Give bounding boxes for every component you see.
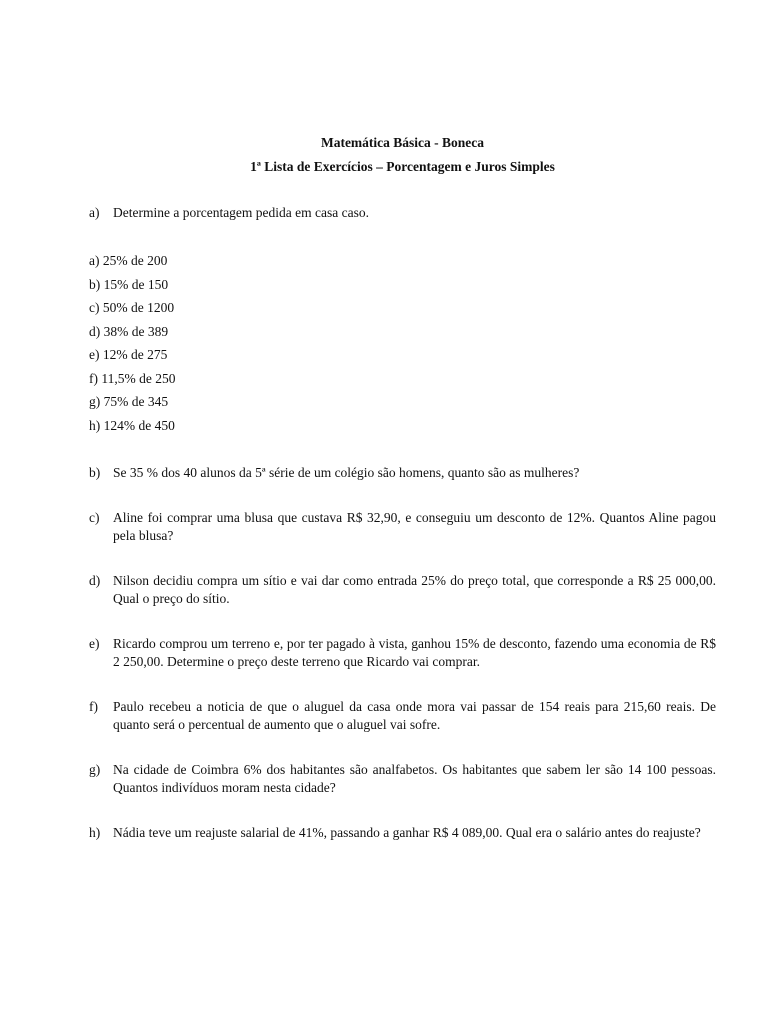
question-text: Nilson decidiu compra um sítio e vai dar como entrada 25% do preço total, que corresponde a R$ 25 000,00. Qual o preço do sítio. — [113, 573, 716, 606]
list-item: h) 124% de 450 — [89, 417, 175, 433]
list-item: e) 12% de 275 — [89, 347, 168, 362]
list-item: c) 50% de 1200 — [89, 300, 175, 315]
question-d — [89, 572, 716, 608]
list-item: f) 11,5% de 250 — [89, 370, 176, 386]
question-f — [89, 698, 716, 734]
list-item: d) 38% de 389 — [89, 323, 169, 339]
question-label: f) — [89, 699, 98, 714]
question-text: Aline foi comprar uma blusa que custava R$ 32,90, e conseguiu um desconto de 12%. Quantos Aline pagou pela blusa? — [113, 510, 716, 543]
question-g — [89, 761, 716, 797]
question-text: Nádia teve um reajuste salarial de 41%, passando a ganhar R$ 4 089,00. Qual era o salário antes do reajuste? — [113, 825, 701, 840]
list-item: a) 25% de 200 — [89, 253, 168, 268]
document-subtitle: 1ª Lista de Exercícios – Porcentagem e Juros Simples — [250, 159, 555, 174]
question-h — [89, 824, 716, 842]
question-label: h) — [89, 825, 101, 840]
question-b — [89, 464, 716, 482]
list-item: b) 15% de 150 — [89, 276, 169, 292]
document-page — [89, 134, 716, 842]
percentage-list — [89, 249, 716, 437]
question-label: g) — [89, 762, 101, 777]
document-title: Matemática Básica - Boneca — [320, 135, 485, 150]
question-label: e) — [89, 636, 100, 651]
question-text: Determine a porcentagem pedida em casa caso. — [113, 205, 369, 220]
question-label: b) — [89, 465, 101, 480]
question-a — [89, 204, 716, 222]
question-text: Se 35 % dos 40 alunos da 5ª série de um colégio são homens, quanto são as mulheres? — [113, 465, 580, 480]
list-item: g) 75% de 345 — [89, 394, 169, 409]
question-text: Na cidade de Coimbra 6% dos habitantes são analfabetos. Os habitantes que sabem ler são 14 100 pessoas. Quantos indivíduos moram nesta cidade? — [113, 762, 716, 795]
question-c — [89, 509, 716, 545]
question-label: a) — [89, 205, 100, 220]
question-e — [89, 635, 716, 671]
question-text: Paulo recebeu a noticia de que o aluguel da casa onde mora vai passar de 154 reais para 215,60 reais. De quanto será o percentual de aumento que o aluguel vai sofre. — [113, 699, 716, 732]
question-label: c) — [89, 510, 100, 525]
question-label: d) — [89, 573, 101, 588]
question-text: Ricardo comprou um terreno e, por ter pagado à vista, ganhou 15% de desconto, fazendo uma economia de R$ 2 250,00. Determine o preço deste terreno que Ricardo vai comprar. — [113, 636, 716, 669]
